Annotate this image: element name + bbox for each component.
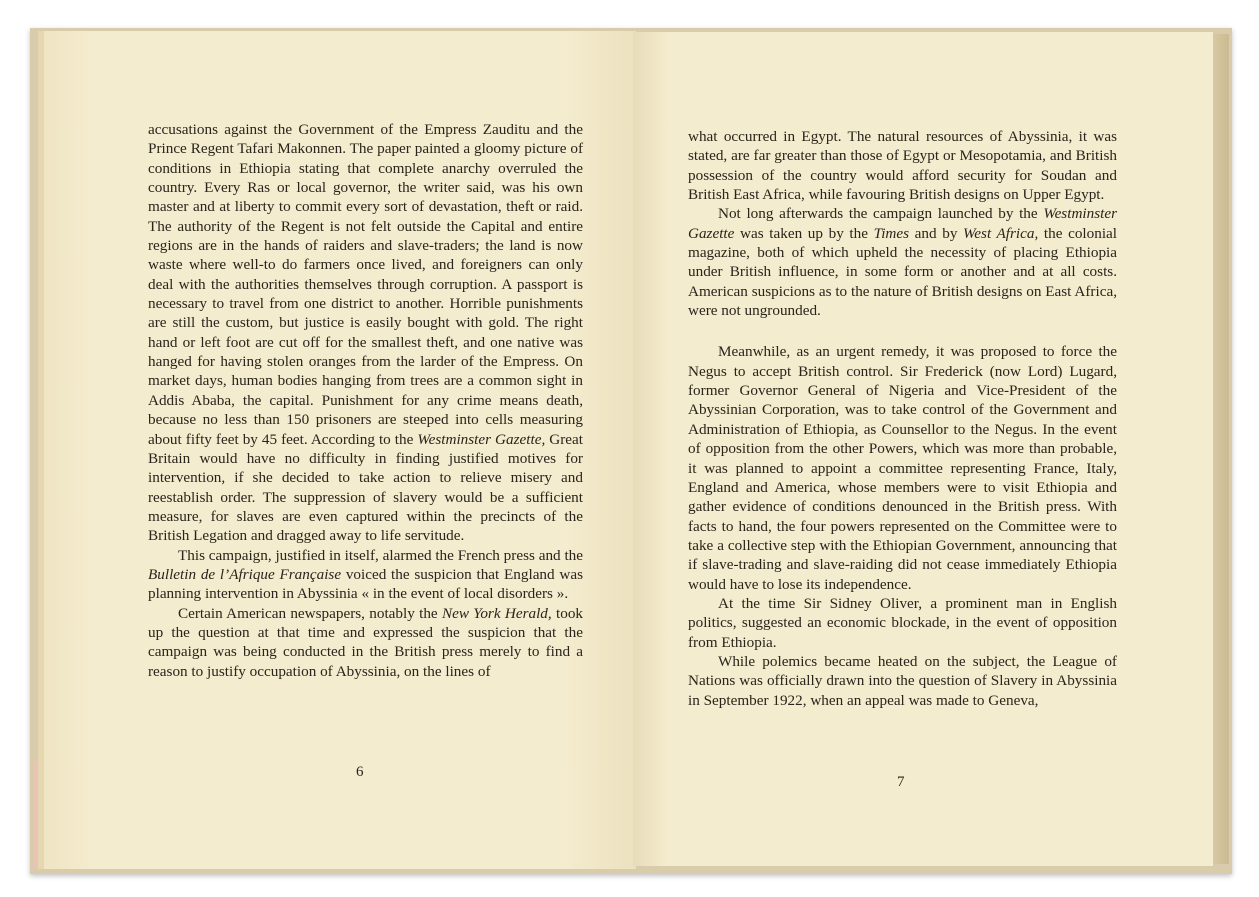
paragraph: Meanwhile, as an urgent remedy, it was proposed to force the Negus to accept British control. Sir Frederick (now Lord) Lugard, former Governor General of Nigeria and Vice-President of the Abyssinian Corporation, was to take control of the Government and Administration of Ethiopia, as Counsellor to the Negus. In the event of opposition from the other Powers, which was more than probable, it was planned to appoint a committee representing France, Italy, England and America, whose members were to visit Ethiopia and gather evidence of conditions denounced in the British press. With facts to hand, the four powers represented on the Committee were to take a collective step with the Ethiopian Government, announcing that if slave-trading and slave-raiding did not cease immediately Ethiopia would have to lose its independence. bbox=[688, 343, 1117, 593]
page-number: 7 bbox=[897, 774, 905, 790]
paragraph: While polemics became heated on the subject, the League of Nations was officially drawn into the question of Slavery in Abyssinia in September 1922, when an appeal was made to Geneva, bbox=[688, 652, 1117, 709]
italic-title: Bulletin de l’Afrique Française bbox=[148, 565, 342, 583]
right-page bbox=[633, 32, 1213, 866]
paragraph: This campaign, justified in itself, alarmed the French press and the Bulletin de l’Afrique Française voiced the suspicion that England was planning intervention in Abyssinia « in the event of local disorders ». bbox=[148, 546, 583, 603]
italic-title: West Africa, bbox=[963, 224, 1039, 242]
paragraph: Certain American newspapers, notably the New York Herald, took up the question at that time and expressed the suspicion that the campaign was being conducted in the British press merely to find a reason to justify occupation of Abyssinia, on the lines of bbox=[148, 604, 584, 680]
italic-title: Westminster Gazette, bbox=[417, 430, 546, 448]
page-stack-edge bbox=[1213, 34, 1229, 864]
right-page-text bbox=[688, 127, 1117, 710]
paragraph: accusations against the Government of the Empress Zauditu and the Prince Regent Tafari Makonnen. The paper painted a gloomy picture of conditions in Ethiopia stating that complete anarchy overruled the country. Every Ras or local governor, the writer said, was his own master and at liberty to commit every sort of devastation, theft or raid. The authority of the Regent is not felt outside the Capital and entire regions are in the hands of raiders and slave-traders; the land is now waste where well-to do farmers once lived, and foreigners can only deal with the authorities themselves through corruption. A passport is necessary to travel from one district to another. Horrible punishments are still the custom, but justice is easily bought with gold. The right hand or left foot are cut off for the smallest theft, and one native was hanged for having stolen oranges from the larder of the Empress. On market days, human bodies hanging from trees are a common sight in Addis Ababa, the capital. Punishment for any crime means death, because no less than 150 prisoners are steeped into cells measuring about fifty feet by 45 feet. According to the Westminster Gazette, Great Britain would have no difficulty in finding justified motives for intervention, if she decided to take action to relieve misery and reestablish order. The suppression of slavery would be a sufficient measure, for slaves are even captured within the precincts of the British Legation and dragged away to life servitude. bbox=[148, 121, 583, 545]
left-page bbox=[38, 31, 636, 869]
italic-title: Times bbox=[873, 224, 910, 242]
paragraph: what occurred in Egypt. The natural resources of Abyssinia, it was stated, are far greater than those of Egypt or Mesopotamia, and British possession of the country would afford security for Soudan and British East Africa, while favouring British designs on Upper Egypt. bbox=[688, 128, 1117, 204]
paragraph: Not long afterwards the campaign launched by the Westminster Gazette was taken up by the Times and by West Africa, the colonial magazine, both of which upheld the necessity of placing Ethiopia under British influence, in some form or another and at all costs. American suspicions as to the nature of British designs on East Africa, were not ungrounded. bbox=[688, 205, 1118, 320]
page-number: 6 bbox=[356, 764, 364, 780]
italic-title: New York Herald, bbox=[441, 604, 552, 622]
left-page-text bbox=[148, 120, 583, 681]
italic-title: Westminster Gazette bbox=[688, 205, 1118, 242]
paragraph: At the time Sir Sidney Oliver, a prominent man in English politics, suggested an economic blockade, in the event of opposition from Ethiopia. bbox=[688, 594, 1117, 651]
